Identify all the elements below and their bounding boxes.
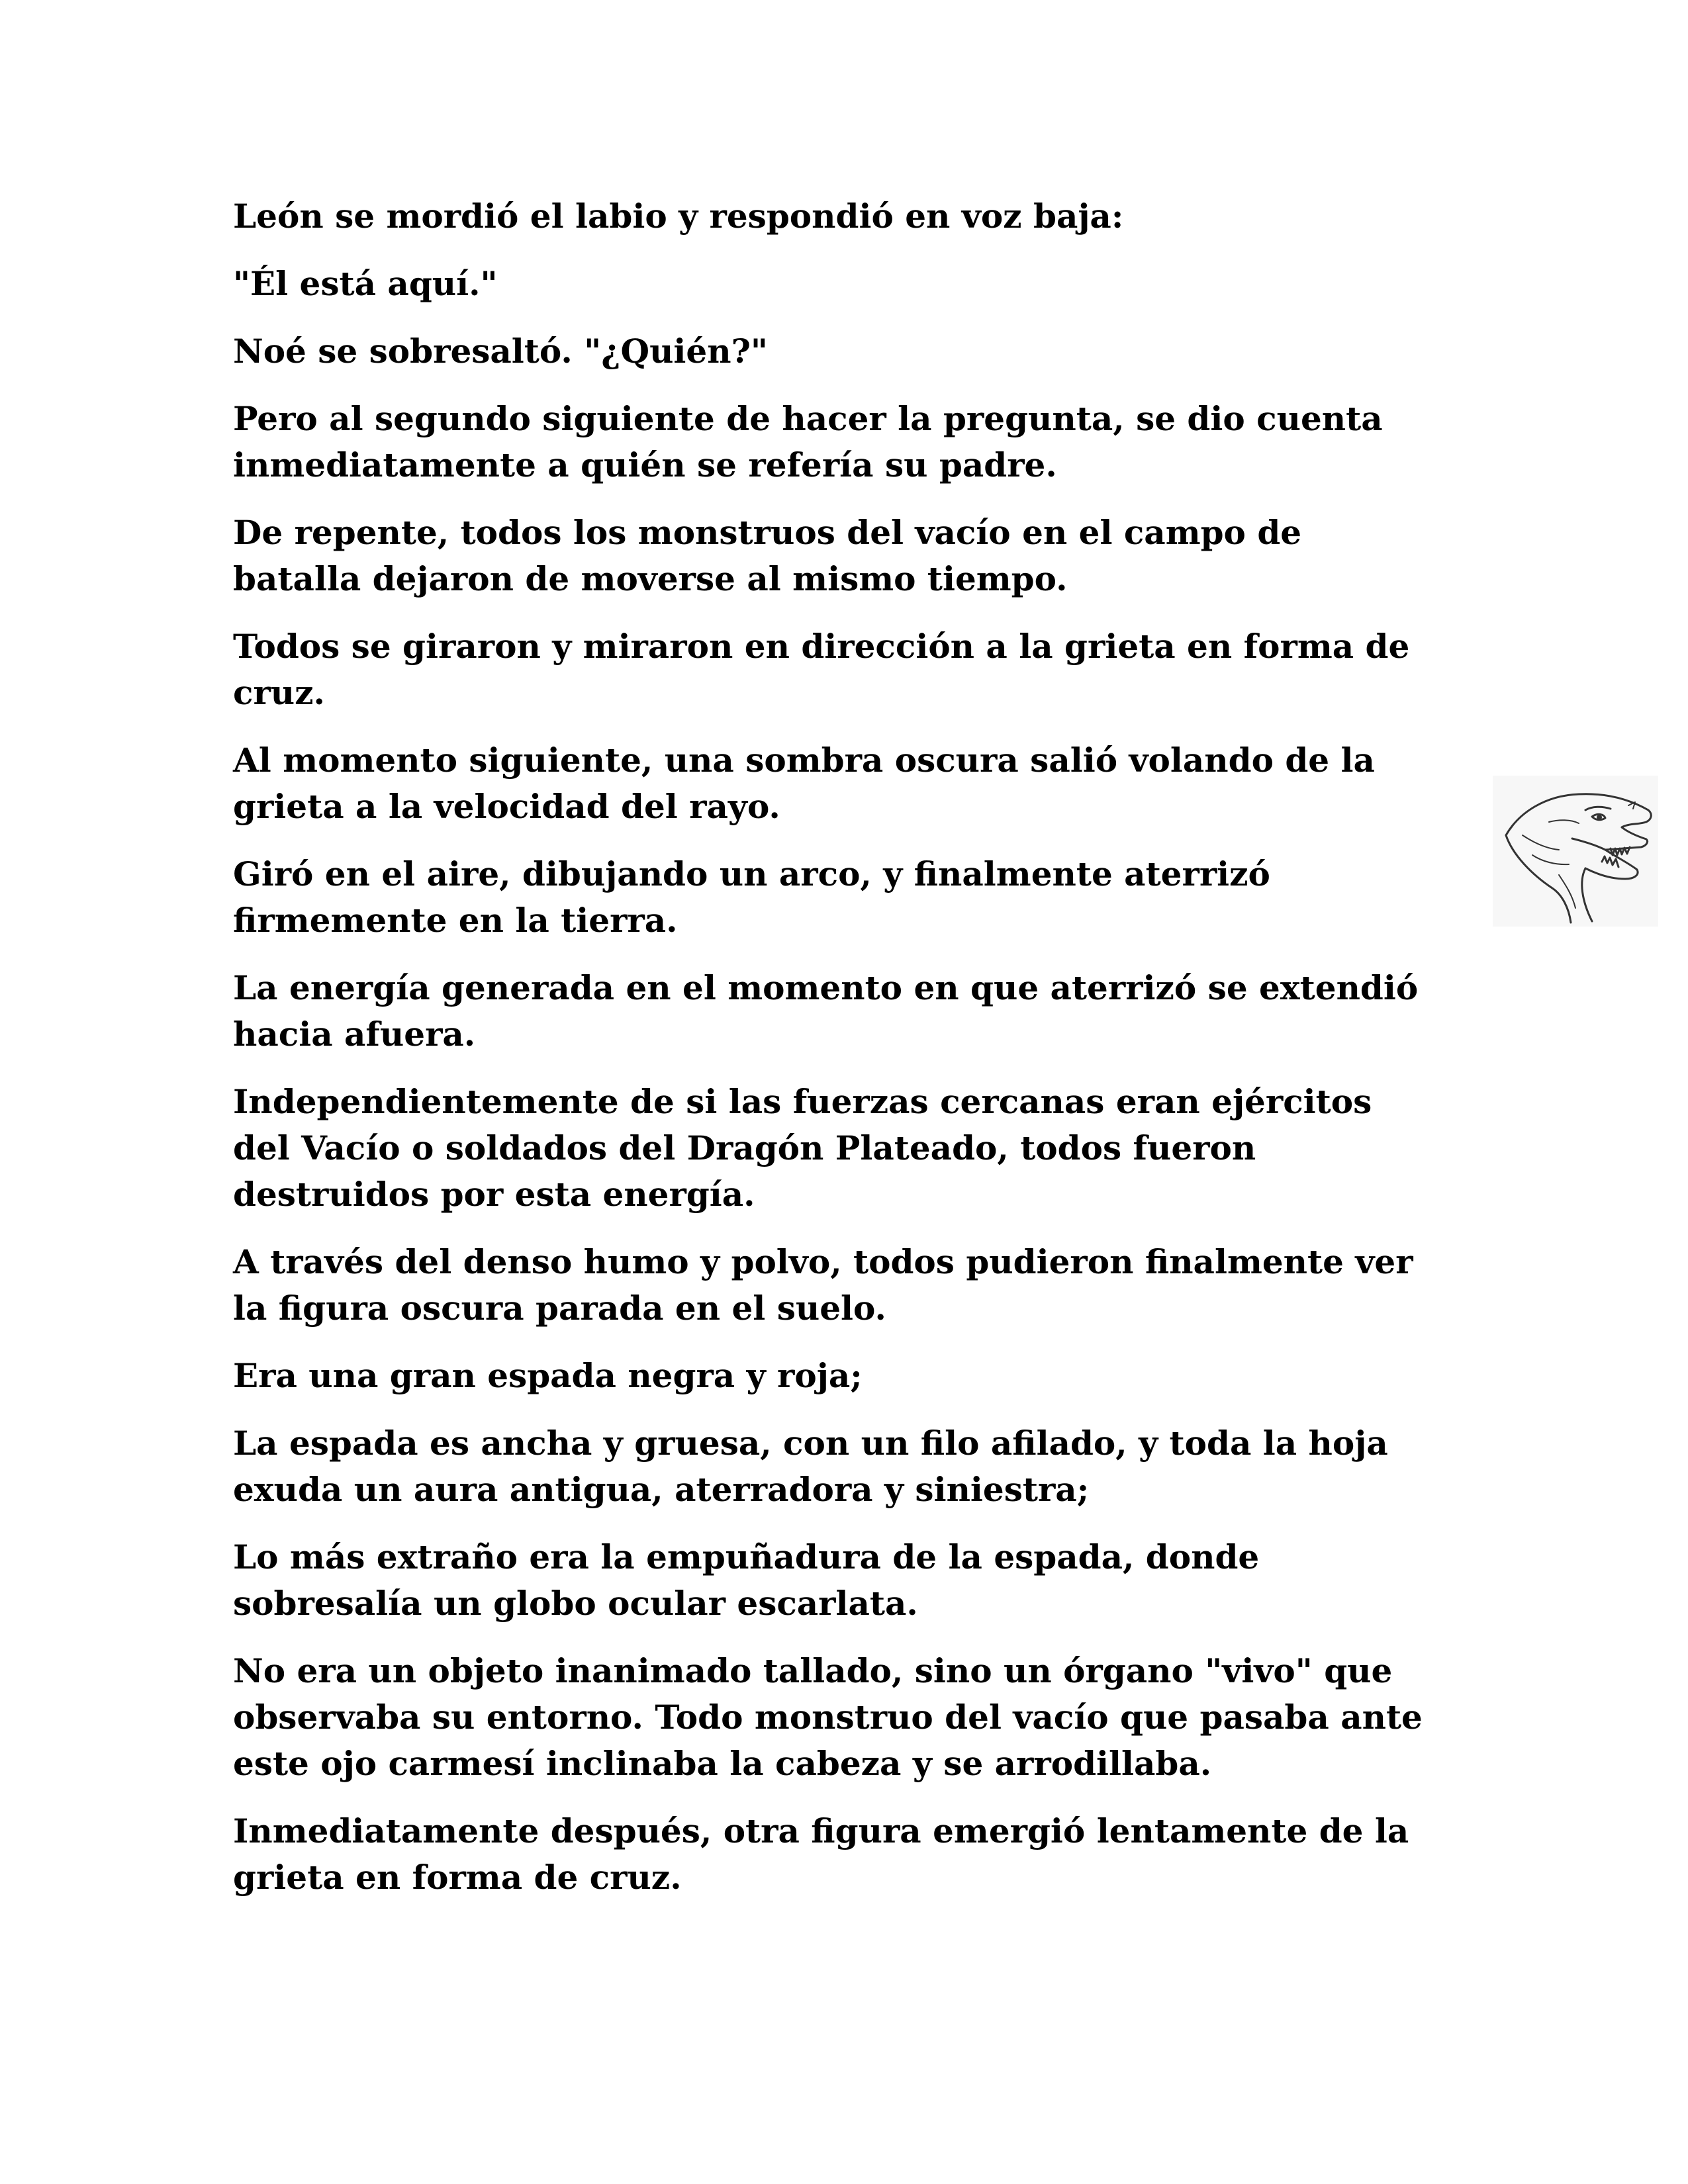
paragraph: Lo más extraño era la empuñadura de la espada, donde sobresalía un globo ocular escarlata. [233, 1537, 1260, 1623]
story-text [233, 193, 1458, 1922]
paragraph: Giró en el aire, dibujando un arco, y finalmente aterrizó firmemente en la tierra. [233, 854, 1270, 940]
paragraph: Pero al segundo siguiente de hacer la pregunta, se dio cuenta inmediatamente a quién se refería su padre. [233, 399, 1383, 484]
paragraph: De repente, todos los monstruos del vacío en el campo de batalla dejaron de moverse al mismo tiempo. [233, 513, 1302, 598]
paragraph: León se mordió el labio y respondió en voz baja: [233, 197, 1124, 236]
paragraph: "Él está aquí." [233, 264, 498, 303]
paragraph: Al momento siguiente, una sombra oscura salió volando de la grieta a la velocidad del rayo. [233, 741, 1375, 826]
dinosaur-head-sketch-icon [1493, 776, 1658, 927]
paragraph: A través del denso humo y polvo, todos pudieron finalmente ver la figura oscura parada en el suelo. [233, 1242, 1413, 1328]
paragraph: La energía generada en el momento en que aterrizó se extendió hacia afuera. [233, 968, 1419, 1054]
paragraph: Todos se giraron y miraron en dirección a la grieta en forma de cruz. [233, 627, 1410, 712]
paragraph: Noé se sobresaltó. "¿Quién?" [233, 332, 768, 371]
paragraph: No era un objeto inanimado tallado, sino un órgano "vivo" que observaba su entorno. Todo monstruo del vacío que pasaba ante este ojo carmesí inclinaba la cabeza y se arrodillaba. [233, 1651, 1423, 1783]
paragraph: La espada es ancha y gruesa, con un filo afilado, y toda la hoja exuda un aura antigua, aterradora y siniestra; [233, 1424, 1388, 1509]
paragraph: Independientemente de si las fuerzas cercanas eran ejércitos del Vacío o soldados del Dragón Plateado, todos fueron destruidos por esta energía. [233, 1082, 1372, 1214]
paragraph: Era una gran espada negra y roja; [233, 1356, 863, 1395]
paragraph: Inmediatamente después, otra figura emergió lentamente de la grieta en forma de cruz. [233, 1811, 1409, 1897]
